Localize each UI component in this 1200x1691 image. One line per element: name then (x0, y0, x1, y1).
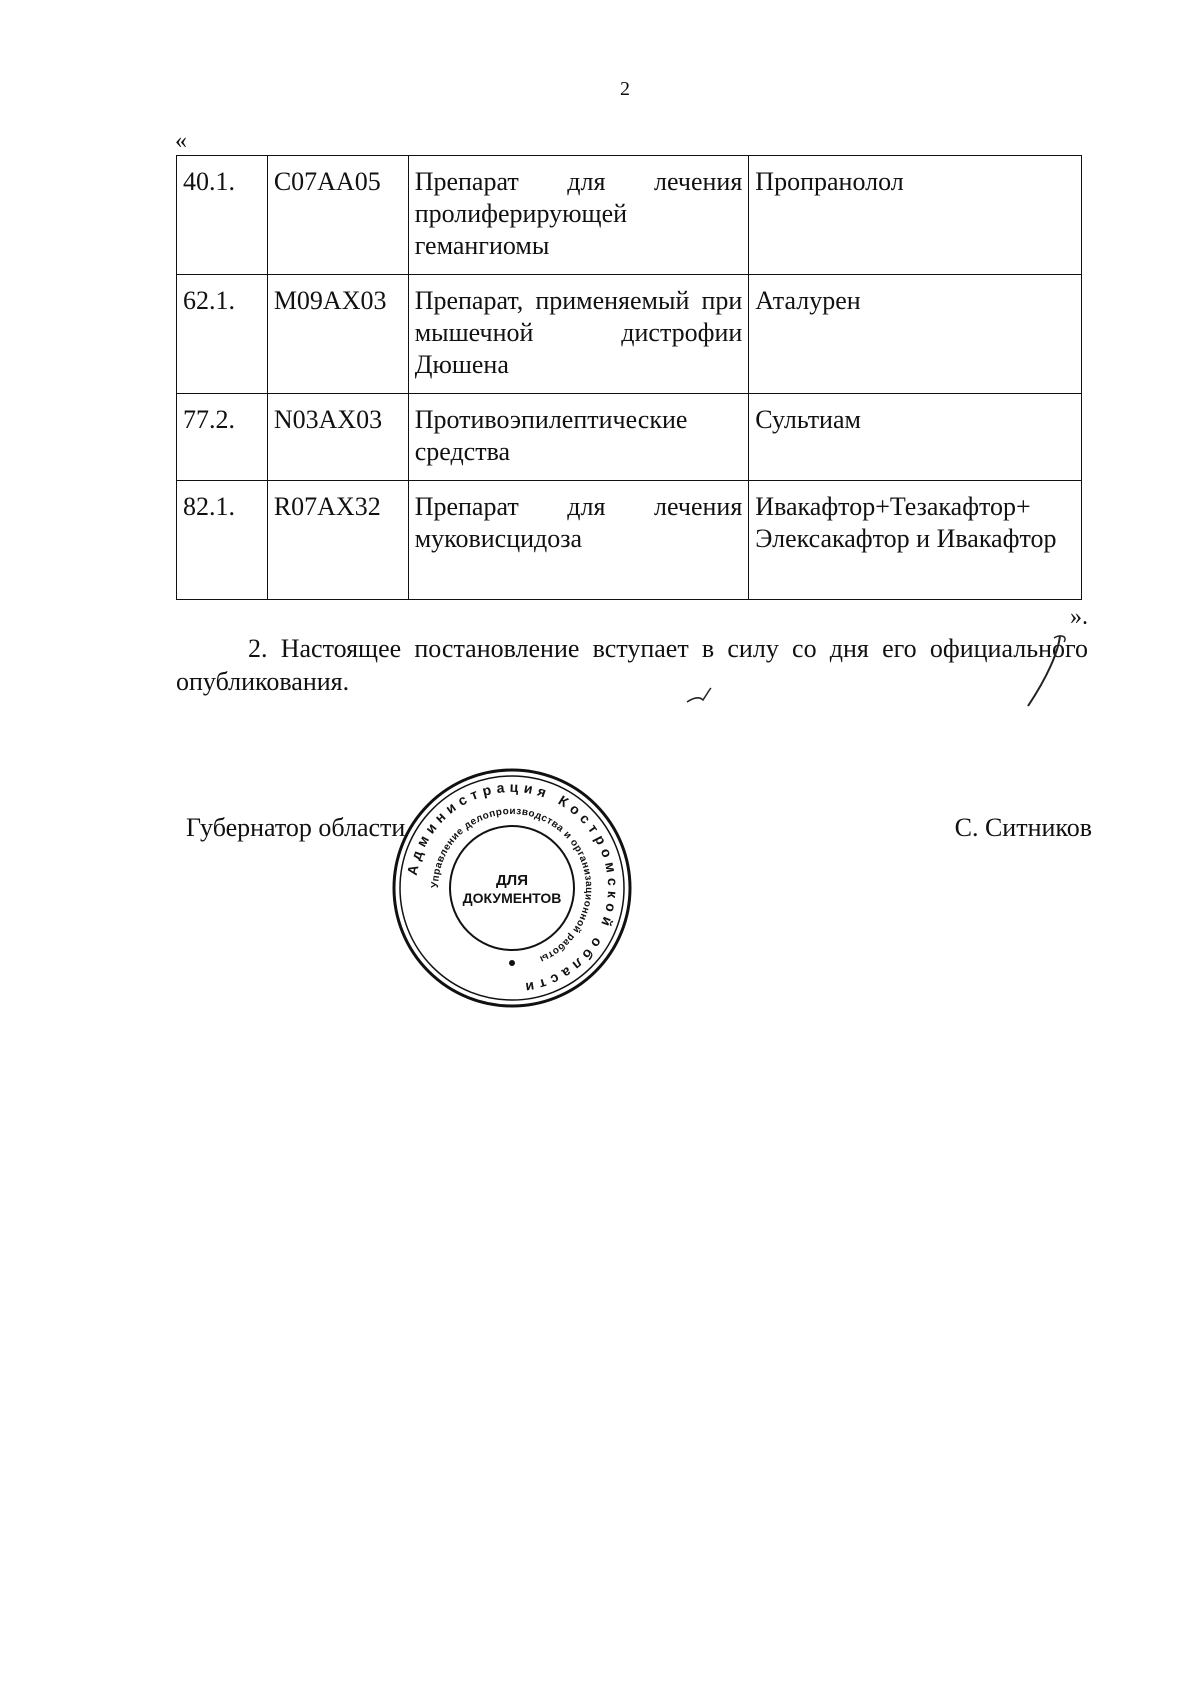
table-row (177, 481, 1082, 600)
official-seal (387, 763, 637, 1013)
drug-name-cell: Сультиам (749, 394, 1082, 481)
table-row (177, 394, 1082, 481)
page-number: 2 (620, 78, 630, 100)
drug-name-cell: Пропранолол (749, 156, 1082, 275)
seal-outer-text: Администрация Костромской области (403, 778, 622, 997)
table-row (177, 156, 1082, 275)
drug-group-cell: Противоэпилептические средства (408, 394, 749, 481)
signatory-name: С. Ситников (954, 813, 1092, 842)
seal-inner-text: Управление делопроизводства и организационной работы (429, 805, 595, 965)
drug-list-table (176, 155, 1082, 600)
opening-quote-mark: « (175, 128, 187, 154)
paragraph-text: 2. Настоящее постановление вступает в силу со дня его официального опубликования. (176, 634, 1088, 696)
seal-center-line-2: ДОКУМЕНТОВ (462, 890, 562, 906)
atc-code-cell: C07AA05 (267, 156, 408, 275)
row-number-cell: 82.1. (177, 481, 268, 600)
drug-group-cell: Препарат для лечения пролиферирующей гемангиомы (408, 156, 749, 275)
resolution-paragraph (176, 632, 1088, 698)
drug-group-cell: Препарат для лечения муковисцидоза (408, 481, 749, 600)
atc-code-cell: M09AX03 (267, 275, 408, 394)
closing-quote-mark: ». (1070, 604, 1088, 630)
atc-code-cell: N03AX03 (267, 394, 408, 481)
table-row (177, 275, 1082, 394)
signatory-title: Губернатор области (186, 813, 406, 842)
row-number-cell: 62.1. (177, 275, 268, 394)
seal-center-line-1: ДЛЯ (496, 872, 528, 889)
row-number-cell: 77.2. (177, 394, 268, 481)
handwritten-mark (685, 686, 715, 706)
handwritten-signature-stroke (1024, 632, 1074, 712)
drug-name-cell: Ивакафтор+Тезакафтор+ Элексакафтор и Ивакафтор (749, 481, 1082, 600)
row-number-cell: 40.1. (177, 156, 268, 275)
drug-group-cell: Препарат, применяемый при мышечной дистрофии Дюшена (408, 275, 749, 394)
drug-name-cell: Аталурен (749, 275, 1082, 394)
atc-code-cell: R07AX32 (267, 481, 408, 600)
